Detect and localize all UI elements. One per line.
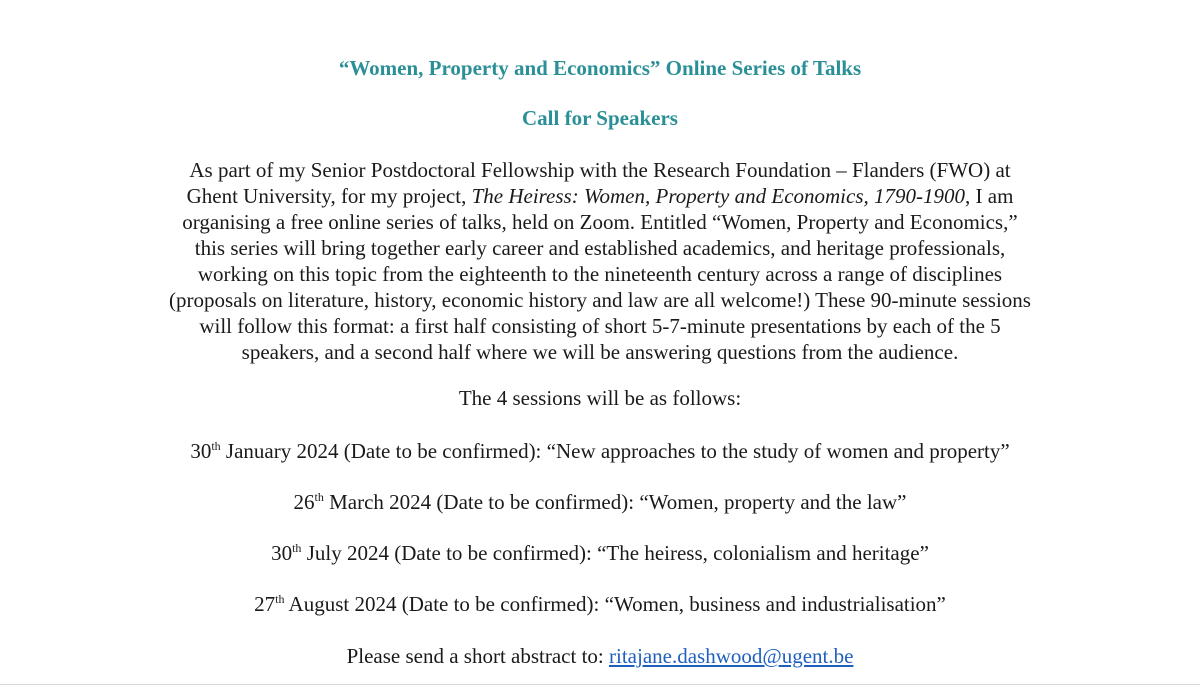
- body-line: [0, 182, 1200, 210]
- body-line: organising a free online series of talks, held on Zoom. Entitled “Women, Property and Economics,”: [182, 210, 1018, 234]
- body-line: speakers, and a second half where we will be answering questions from the audience.: [241, 340, 959, 364]
- session-details: August 2024 (Date to be confirmed): “Women, business and industrialisation”: [284, 592, 946, 616]
- session-details: March 2024 (Date to be confirmed): “Women, property and the law”: [323, 490, 907, 514]
- document-subtitle: Call for Speakers: [522, 106, 678, 130]
- body-line: this series will bring together early career and established academics, and heritage professionals,: [194, 236, 1006, 260]
- body-line: working on this topic from the eighteenth to the nineteenth century across a range of disciplines: [197, 262, 1003, 286]
- session-item: [0, 488, 1200, 516]
- session-details: July 2024 (Date to be confirmed): “The heiress, colonialism and heritage”: [301, 541, 929, 565]
- sessions-intro: The 4 sessions will be as follows:: [458, 386, 742, 410]
- session-item: [0, 539, 1200, 567]
- session-day-suffix: th: [275, 592, 285, 606]
- session-day-suffix: th: [292, 541, 302, 555]
- contact-label: Please send a short abstract to:: [346, 644, 609, 668]
- session-day-suffix: th: [314, 490, 324, 504]
- body-text: Ghent University, for my project,: [186, 184, 472, 208]
- body-text: , I am: [965, 184, 1014, 208]
- session-day-suffix: th: [211, 439, 221, 453]
- page-divider: [0, 684, 1200, 685]
- session-day: 26: [293, 490, 315, 514]
- session-day: 30: [190, 439, 212, 463]
- project-title: The Heiress: Women, Property and Economics, 1790-1900: [471, 184, 966, 208]
- body-line: As part of my Senior Postdoctoral Fellowship with the Research Foundation – Flanders (FWO) at: [189, 158, 1011, 182]
- contact-email-link[interactable]: ritajane.dashwood@ugent.be: [609, 644, 854, 668]
- contact-line: [0, 642, 1200, 670]
- session-item: [0, 437, 1200, 465]
- document-title: “Women, Property and Economics” Online Series of Talks: [338, 56, 862, 80]
- session-item: [0, 590, 1200, 618]
- body-line: (proposals on literature, history, economic history and law are all welcome!) These 90-minute sessions: [169, 288, 1031, 312]
- body-line: will follow this format: a first half consisting of short 5-7-minute presentations by each of the 5: [199, 314, 1001, 338]
- session-day: 27: [254, 592, 276, 616]
- session-day: 30: [271, 541, 293, 565]
- session-details: January 2024 (Date to be confirmed): “New approaches to the study of women and property”: [220, 439, 1010, 463]
